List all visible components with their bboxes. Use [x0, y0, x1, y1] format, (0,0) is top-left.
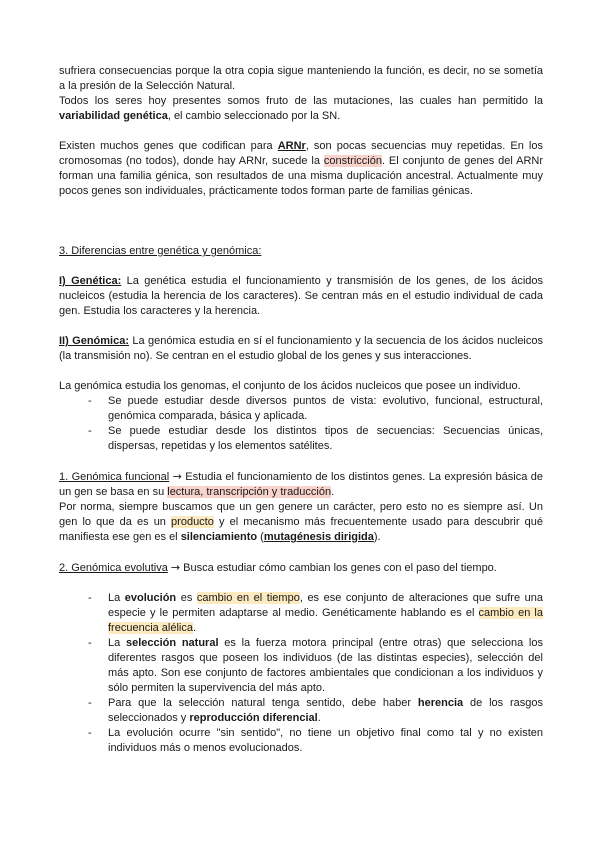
bold-term: mutagénesis dirigida — [263, 531, 374, 543]
text: es la fuerza motora principal (entre otras) que selecciona los diferentes rasgos que poseen los individuos (de las distintas especies), selección del más apto. Son ese conjunto de factores ambientales que condicionan a los individuos y sólo permiten la supervivencia del más apto. — [108, 637, 543, 694]
text: sufriera consecuencias porque la otra copia sigue manteniendo la función, es decir, no se sometía a la presión de la Selección Natural. — [59, 65, 543, 92]
list-item — [59, 726, 543, 756]
paragraph-intro-1 — [59, 64, 543, 94]
arrow-icon: → — [172, 470, 182, 483]
paragraph-genetica — [59, 274, 543, 319]
text: La — [108, 637, 126, 649]
bullet-marker: - — [88, 425, 92, 437]
highlighted-term: producto — [171, 516, 214, 528]
list-item — [59, 394, 543, 424]
text: . — [193, 622, 197, 634]
text: es — [176, 592, 197, 604]
bullet-marker: - — [88, 395, 92, 407]
section-title: 3. Diferencias entre genética y genómica: — [59, 245, 262, 257]
bold-term: selección natural — [125, 637, 219, 649]
term-label: I) Genética: — [59, 275, 122, 287]
text: La genómica estudia en sí el funcionamiento y la secuencia de los ácidos nucleicos (la transmisión no). Se centran en el estudio global de los genes y sus interacciones. — [59, 335, 543, 362]
text: Por norma, siempre buscamos que un gen genere un carácter, pero esto no es siempre así. Un gen lo que da es un — [59, 501, 543, 528]
text: , son pocas secuencias muy repetidas. En los cromosomas (no todos), donde hay ARNr, sucede la — [59, 140, 543, 167]
bold-term: reproducción diferencial — [189, 712, 318, 724]
text: ). — [373, 531, 381, 543]
text: La genómica estudia los genomas, el conjunto de los ácidos nucleicos que posee un individuo. — [59, 380, 521, 392]
bullet-list — [59, 591, 543, 756]
text: Existen muchos genes que codifican para — [59, 140, 278, 152]
term-label: II) Genómica: — [59, 335, 129, 347]
paragraph-producto — [59, 500, 543, 545]
bullet-list — [59, 394, 543, 454]
section-heading — [59, 244, 543, 259]
text: Busca estudiar cómo cambian los genes con el paso del tiempo. — [180, 562, 497, 574]
text: Para que la selección natural tenga sentido, debe haber — [108, 697, 418, 709]
text: Se puede estudiar desde los distintos tipos de secuencias: Secuencias únicas, dispersas, repetidas y los elementos satélites. — [108, 425, 543, 452]
text: Se puede estudiar desde diversos puntos de vista: evolutivo, funcional, estructural, genómica comparada, básica y aplicada. — [108, 395, 543, 422]
highlighted-term: cambio en el tiempo — [196, 592, 300, 604]
document-body — [59, 64, 543, 756]
subsection-title: 2. Genómica evolutiva — [59, 562, 168, 574]
text: Estudia el funcionamiento de los distintos genes. La expresión básica de un gen se basa en su — [59, 471, 543, 498]
bullet-marker: - — [88, 697, 92, 709]
bold-term: ARNr — [277, 140, 306, 152]
bullet-marker: - — [88, 637, 92, 649]
bold-term: silenciamiento — [180, 531, 258, 543]
text: La — [108, 592, 125, 604]
paragraph-evolutiva — [59, 560, 543, 576]
text: , el cambio seleccionado por la SN. — [167, 110, 341, 122]
list-item — [59, 636, 543, 696]
paragraph-funcional — [59, 469, 543, 500]
paragraph-genomas — [59, 379, 543, 394]
text: . El conjunto de genes del ARNr forman una familia génica, son resultados de una misma duplicación ancestral. Actualmente muy pocos genes son individuales, prácticamente todos forman parte de familias génicas. — [59, 155, 543, 197]
text: ( — [257, 531, 264, 543]
paragraph-intro-2 — [59, 94, 543, 124]
list-item — [59, 696, 543, 726]
bold-term: evolución — [124, 592, 177, 604]
subsection-title: 1. Genómica funcional — [59, 471, 170, 483]
paragraph-arnr — [59, 139, 543, 199]
bullet-marker: - — [88, 727, 92, 739]
list-item — [59, 424, 543, 454]
highlighted-term: lectura, transcripción y traducción — [167, 486, 332, 498]
highlighted-term: constricción — [323, 155, 382, 167]
text: La genética estudia el funcionamiento y transmisión de los genes, de los ácidos nucleicos (estudia la herencia de los caracteres). Se centran más en el estudio individual de cada gen. Estudia los caracteres y la herencia. — [59, 275, 543, 317]
text: , es ese conjunto de alteraciones que sufre una especie y le permiten adaptarse al medio. Genéticamente hablando es el — [108, 592, 543, 619]
paragraph-genomica — [59, 334, 543, 364]
text: . — [317, 712, 321, 724]
text: Todos los seres hoy presentes somos fruto de las mutaciones, las cuales han permitido la — [59, 95, 543, 107]
highlighted-term: cambio en la frecuencia alélica — [108, 607, 543, 634]
bold-term: herencia — [417, 697, 464, 709]
bullet-marker: - — [88, 592, 92, 604]
text: y el mecanismo más frecuentemente usado para descubrir qué manifiesta ese gen es el — [59, 516, 543, 543]
list-item — [59, 591, 543, 636]
text: La evolución ocurre "sin sentido", no tiene un objetivo final como tal y no existen individuos más o menos evolucionados. — [108, 727, 543, 754]
arrow-icon: → — [170, 561, 181, 574]
text: de los rasgos seleccionados y — [108, 697, 544, 724]
text: . — [331, 486, 335, 498]
bold-term: variabilidad genética — [59, 110, 168, 122]
